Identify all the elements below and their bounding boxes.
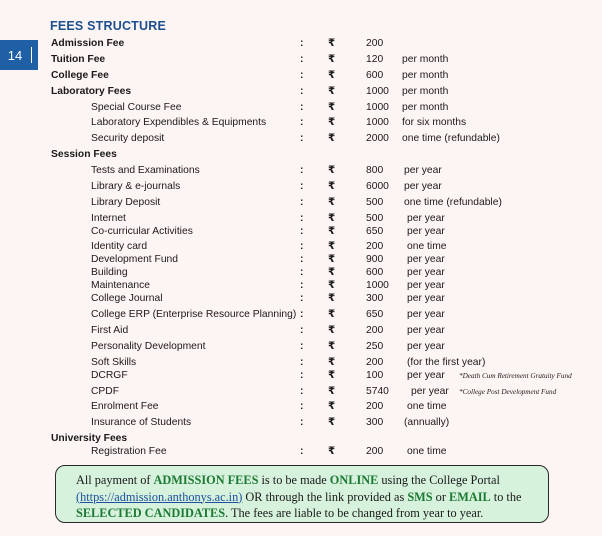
rupee-symbol: ₹: [328, 357, 336, 368]
separator: :: [300, 38, 304, 49]
admission-portal-link[interactable]: (https://admission.anthonys.ac.in): [76, 489, 243, 504]
fee-unit: (for the first year): [407, 357, 486, 368]
fee-amount: 100: [366, 370, 384, 381]
separator: :: [300, 309, 304, 320]
fee-label: College ERP (Enterprise Resource Planning): [91, 309, 297, 320]
notice-highlight: EMAIL: [449, 489, 491, 504]
fee-amount: 1000: [366, 117, 389, 128]
separator: :: [300, 165, 304, 176]
rupee-symbol: ₹: [328, 102, 336, 113]
rupee-symbol: ₹: [328, 254, 336, 265]
fee-row-special-course: [0, 101, 602, 115]
rupee-symbol: ₹: [328, 401, 336, 412]
notice-highlight: SELECTED CANDIDATES: [76, 506, 226, 520]
fee-row-building: [0, 266, 602, 280]
fee-amount: 1000: [366, 102, 389, 113]
fee-amount: 650: [366, 226, 384, 237]
rupee-symbol: ₹: [328, 165, 336, 176]
fee-label: Building: [91, 267, 128, 278]
separator: :: [300, 102, 304, 113]
fee-unit: per year: [407, 267, 445, 278]
fee-row-cpdf: [0, 385, 602, 399]
fee-label: Laboratory Expendibles & Equipments: [91, 117, 267, 128]
fee-row-identity-card: [0, 240, 602, 254]
fee-row-first-aid: [0, 324, 602, 338]
fee-amount: 300: [366, 293, 384, 304]
fee-label: Admission Fee: [51, 38, 125, 49]
fee-label: Library Deposit: [91, 197, 161, 208]
fee-amount: 650: [366, 309, 384, 320]
fee-label: CPDF: [91, 386, 120, 397]
fee-unit: per year: [407, 341, 445, 352]
fee-amount: 900: [366, 254, 384, 265]
fee-unit: per year: [407, 370, 445, 381]
fee-label: Laboratory Fees: [51, 86, 132, 97]
fee-row-laboratory: [0, 85, 602, 99]
page-number: 14: [7, 47, 23, 63]
online-payment-notice: [55, 465, 549, 523]
fee-row-tests: [0, 164, 602, 178]
fee-unit: per year: [407, 213, 445, 224]
rupee-symbol: ₹: [328, 341, 336, 352]
fee-row-soft-skills: [0, 356, 602, 370]
fee-unit: for six months: [402, 117, 467, 128]
fee-row-co-curricular: [0, 225, 602, 239]
fee-unit: one time: [407, 446, 447, 457]
fee-unit: per month: [402, 102, 449, 113]
fee-amount: 5740: [366, 386, 389, 397]
fee-label: Identity card: [91, 241, 148, 252]
notice-text: to the: [490, 489, 522, 504]
rupee-symbol: ₹: [328, 70, 336, 81]
separator: :: [300, 417, 304, 428]
fee-label: Enrolment Fee: [91, 401, 159, 412]
fee-unit: (annually): [404, 417, 450, 428]
fee-label: Personality Development: [91, 341, 206, 352]
fee-unit: per year: [411, 386, 449, 397]
notice-text: . The fees are liable to be changed from year to year.: [225, 506, 484, 520]
fee-unit: per year: [407, 293, 445, 304]
separator: :: [300, 133, 304, 144]
separator: :: [300, 325, 304, 336]
fee-row-college-journal: [0, 292, 602, 306]
separator: :: [300, 254, 304, 265]
rupee-symbol: ₹: [328, 181, 336, 192]
fee-unit: per year: [407, 280, 445, 291]
separator: :: [300, 293, 304, 304]
separator: :: [300, 54, 304, 65]
separator: :: [300, 226, 304, 237]
notice-highlight: ADMISSION FEES: [153, 473, 259, 487]
fee-row-enrolment: [0, 400, 602, 414]
fee-label: Insurance of Students: [91, 417, 192, 428]
fee-amount: 200: [366, 325, 384, 336]
fee-row-security-deposit: [0, 132, 602, 146]
fee-amount: 200: [366, 446, 384, 457]
notice-highlight: ONLINE: [329, 473, 379, 487]
separator: :: [300, 401, 304, 412]
cpdf-footnote: *College Post Development Fund: [459, 388, 557, 396]
fee-amount: 600: [366, 70, 384, 81]
session-fees-heading: Session Fees: [51, 149, 117, 160]
fee-row-lab-expendibles: [0, 116, 602, 130]
fee-amount: 500: [366, 197, 384, 208]
rupee-symbol: ₹: [328, 38, 336, 49]
rupee-symbol: ₹: [328, 117, 336, 128]
fee-row-registration: [0, 445, 602, 459]
fee-unit: per year: [407, 325, 445, 336]
rupee-symbol: ₹: [328, 417, 336, 428]
separator: :: [300, 341, 304, 352]
fee-row-tuition: [0, 53, 602, 67]
fee-amount: 2000: [366, 133, 389, 144]
fee-amount: 120: [366, 54, 384, 65]
fee-row-personality-development: [0, 340, 602, 354]
fee-row-college-erp: [0, 308, 602, 322]
rupee-symbol: ₹: [328, 280, 336, 291]
fee-unit: per year: [407, 226, 445, 237]
notice-text: using the College Portal: [378, 473, 500, 487]
fee-amount: 600: [366, 267, 384, 278]
fee-unit: per month: [402, 70, 449, 81]
fee-label: Development Fund: [91, 254, 179, 265]
fee-amount: 1000: [366, 86, 389, 97]
fee-label: Internet: [91, 213, 126, 224]
fee-unit: one time (refundable): [404, 197, 502, 208]
notice-text: OR through the link provided as: [242, 489, 408, 504]
fee-amount: 200: [366, 401, 384, 412]
fee-unit: per year: [404, 165, 442, 176]
fee-row-admission: [0, 37, 602, 51]
fee-amount: 300: [366, 417, 384, 428]
rupee-symbol: ₹: [328, 86, 336, 97]
fee-label: Tuition Fee: [51, 54, 106, 65]
rupee-symbol: ₹: [328, 386, 336, 397]
separator: :: [300, 86, 304, 97]
rupee-symbol: ₹: [328, 213, 336, 224]
rupee-symbol: ₹: [328, 293, 336, 304]
fee-label: College Journal: [91, 293, 163, 304]
fee-unit: one time: [407, 401, 447, 412]
fee-row-library-deposit: [0, 196, 602, 210]
fee-label: Maintenance: [91, 280, 150, 291]
separator: :: [300, 370, 304, 381]
rupee-symbol: ₹: [328, 267, 336, 278]
fee-amount: 200: [366, 357, 384, 368]
separator: :: [300, 386, 304, 397]
fee-unit: per year: [407, 254, 445, 265]
fee-label: Tests and Examinations: [91, 165, 200, 176]
rupee-symbol: ₹: [328, 133, 336, 144]
fee-row-library: [0, 180, 602, 194]
rupee-symbol: ₹: [328, 226, 336, 237]
notice-text: or: [432, 489, 450, 504]
fee-row-internet: [0, 212, 602, 226]
fee-row-development-fund: [0, 253, 602, 267]
rupee-symbol: ₹: [328, 446, 336, 457]
fee-label: Security deposit: [91, 133, 165, 144]
fee-label: Soft Skills: [91, 357, 137, 368]
fee-amount: 500: [366, 213, 384, 224]
fee-unit: one time (refundable): [402, 133, 500, 144]
fee-label: Registration Fee: [91, 446, 167, 457]
separator: :: [300, 357, 304, 368]
separator: :: [300, 241, 304, 252]
fees-structure-title: FEES STRUCTURE: [50, 19, 167, 33]
separator: :: [300, 267, 304, 278]
fee-unit: per month: [402, 54, 449, 65]
fee-label: DCRGF: [91, 370, 128, 381]
rupee-symbol: ₹: [328, 325, 336, 336]
rupee-symbol: ₹: [328, 370, 336, 381]
fee-row-dcrgf: [0, 369, 602, 383]
fee-amount: 200: [366, 38, 384, 49]
fee-amount: 250: [366, 341, 384, 352]
notice-highlight: SMS: [407, 489, 433, 504]
fee-row-maintenance: [0, 279, 602, 293]
fee-label: Co-curricular Activities: [91, 226, 193, 237]
fee-row-college: [0, 69, 602, 83]
fee-label: Special Course Fee: [91, 102, 182, 113]
fee-amount: 200: [366, 241, 384, 252]
fee-amount: 800: [366, 165, 384, 176]
fee-amount: 1000: [366, 280, 389, 291]
fee-label: College Fee: [51, 70, 109, 81]
rupee-symbol: ₹: [328, 241, 336, 252]
fee-unit: per year: [407, 309, 445, 320]
fee-amount: 6000: [366, 181, 389, 192]
rupee-symbol: ₹: [328, 54, 336, 65]
fee-unit: per month: [402, 86, 449, 97]
notice-text: is to be made: [258, 473, 330, 487]
separator: :: [300, 213, 304, 224]
separator: :: [300, 197, 304, 208]
dcrgf-footnote: *Death Cum Retirement Gratuity Fund: [459, 372, 572, 380]
rupee-symbol: ₹: [328, 197, 336, 208]
separator: :: [300, 181, 304, 192]
fee-label: First Aid: [91, 325, 129, 336]
fee-label: Library & e-journals: [91, 181, 181, 192]
university-fees-heading: University Fees: [51, 433, 128, 444]
fee-row-insurance: [0, 416, 602, 430]
separator: :: [300, 117, 304, 128]
notice-text: All payment of: [76, 473, 154, 487]
fee-unit: per year: [404, 181, 442, 192]
separator: :: [300, 446, 304, 457]
rupee-symbol: ₹: [328, 309, 336, 320]
separator: :: [300, 280, 304, 291]
separator: :: [300, 70, 304, 81]
fee-unit: one time: [407, 241, 447, 252]
